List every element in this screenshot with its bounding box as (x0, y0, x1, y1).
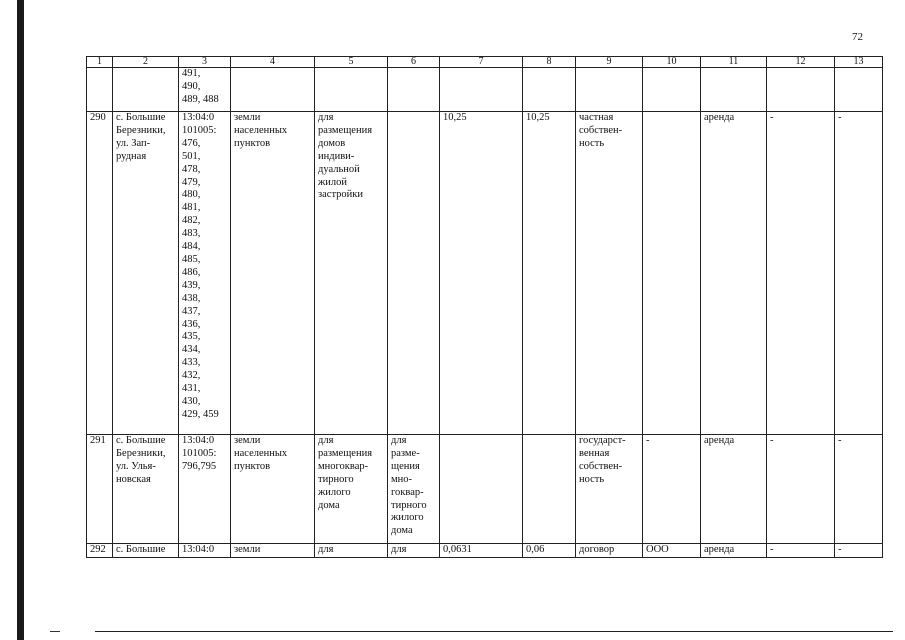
cell-ownership: государст- венная собствен- ность (576, 435, 643, 544)
land-register-table (86, 56, 883, 558)
cell-col13 (835, 68, 883, 112)
cell-address: с. Большие (113, 544, 179, 558)
cell-use-fact (388, 68, 440, 112)
cell-holder (643, 68, 701, 112)
column-number: 9 (576, 57, 643, 68)
column-number: 3 (179, 57, 231, 68)
column-number: 6 (388, 57, 440, 68)
cell-ownership: частная собствен- ность (576, 112, 643, 435)
cell-area (440, 68, 523, 112)
cell-area-2: 0,06 (523, 544, 576, 558)
cell-number: 292 (87, 544, 113, 558)
cell-cadastral: 13:04:0 101005: 476, 501, 478, 479, 480, 481, 482, 483, 484, 485, 486, 439, 438, 437, 436, 435, 434, 433, 432, 431, 430, 429, 459 (179, 112, 231, 435)
cell-col12: - (767, 544, 835, 558)
cell-use: для размещения домов индиви- дуальной жилой застройки (315, 112, 388, 435)
cell-col13: - (835, 544, 883, 558)
column-number: 12 (767, 57, 835, 68)
cell-usage-type: аренда (701, 112, 767, 435)
table-row (87, 68, 883, 112)
cell-use-fact: для разме- щения мно- гоквар- тирного жилого дома (388, 435, 440, 544)
cell-number: 290 (87, 112, 113, 435)
cell-address (113, 68, 179, 112)
cell-area-2 (523, 435, 576, 544)
cell-col13: - (835, 112, 883, 435)
page-number: 72 (852, 31, 863, 43)
cell-holder (643, 112, 701, 435)
table-row (87, 435, 883, 544)
column-number-row (87, 57, 883, 68)
column-number: 4 (231, 57, 315, 68)
cell-col12 (767, 68, 835, 112)
table-row (87, 544, 883, 558)
cell-area: 10,25 (440, 112, 523, 435)
cell-area: 0,0631 (440, 544, 523, 558)
cell-usage-type (701, 68, 767, 112)
cell-holder: - (643, 435, 701, 544)
cell-usage-type: аренда (701, 544, 767, 558)
cell-cadastral: 491, 490, 489, 488 (179, 68, 231, 112)
cell-use (315, 68, 388, 112)
cell-ownership (576, 68, 643, 112)
column-number: 11 (701, 57, 767, 68)
cell-use-fact (388, 112, 440, 435)
table-row (87, 112, 883, 435)
cell-area-2: 10,25 (523, 112, 576, 435)
cell-ownership: договор (576, 544, 643, 558)
column-number: 10 (643, 57, 701, 68)
cell-cadastral: 13:04:0 (179, 544, 231, 558)
cell-category (231, 68, 315, 112)
column-number: 7 (440, 57, 523, 68)
scan-mark (50, 631, 60, 632)
column-number: 8 (523, 57, 576, 68)
scan-edge (17, 0, 24, 640)
cell-number: 291 (87, 435, 113, 544)
cell-cadastral: 13:04:0 101005: 796,795 (179, 435, 231, 544)
column-number: 2 (113, 57, 179, 68)
cell-col12: - (767, 112, 835, 435)
cell-use: для размещения многоквар- тирного жилого дома (315, 435, 388, 544)
cell-category: земли населенных пунктов (231, 435, 315, 544)
cell-area (440, 435, 523, 544)
column-number: 13 (835, 57, 883, 68)
cell-holder: ООО (643, 544, 701, 558)
cell-number (87, 68, 113, 112)
cell-use-fact: для (388, 544, 440, 558)
cell-col12: - (767, 435, 835, 544)
cell-usage-type: аренда (701, 435, 767, 544)
cell-area-2 (523, 68, 576, 112)
column-number: 1 (87, 57, 113, 68)
column-number: 5 (315, 57, 388, 68)
cell-address: с. Большие Березники, ул. Улья- новская (113, 435, 179, 544)
cell-address: с. Большие Березники, ул. Зап- рудная (113, 112, 179, 435)
cell-col13: - (835, 435, 883, 544)
cell-category: земли (231, 544, 315, 558)
cell-use: для (315, 544, 388, 558)
cell-category: земли населенных пунктов (231, 112, 315, 435)
bottom-rule (95, 631, 893, 632)
